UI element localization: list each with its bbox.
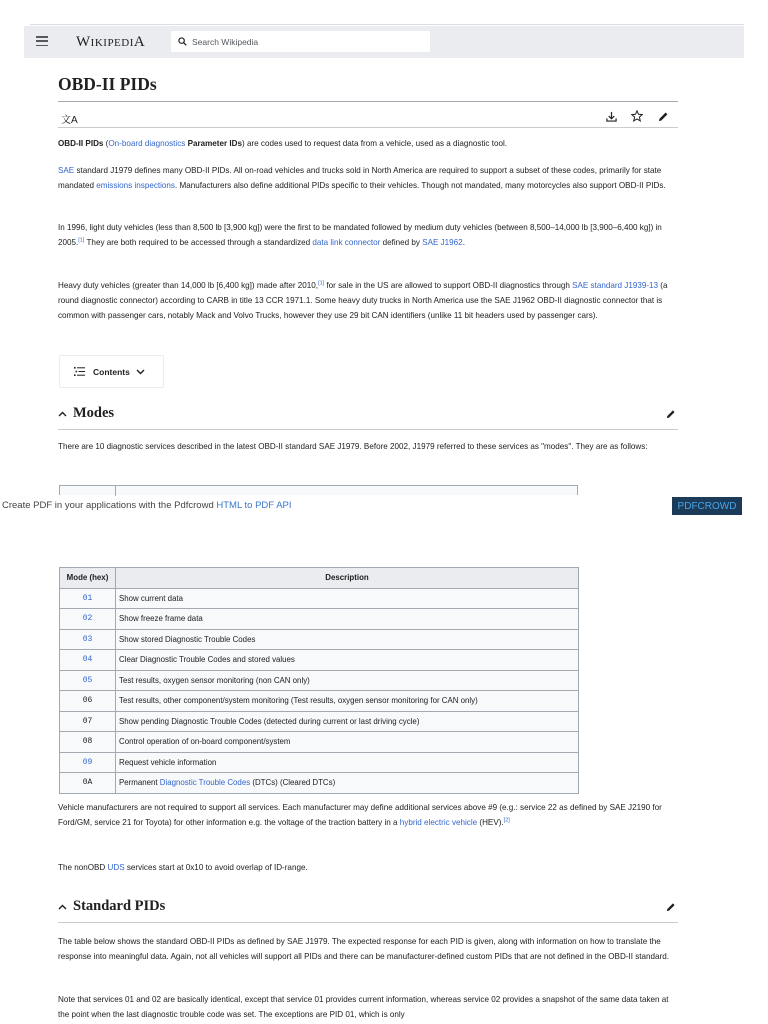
- mode-description: Clear Diagnostic Trouble Codes and stored values: [116, 650, 579, 671]
- link-sae-j1962[interactable]: SAE J1962: [422, 237, 463, 247]
- pdfcrowd-banner: [0, 497, 768, 515]
- mode-description: Request vehicle information: [116, 752, 579, 773]
- language-icon[interactable]: 文A: [61, 115, 78, 126]
- mode-code: 06: [60, 691, 116, 712]
- reference-link[interactable]: [1]: [318, 280, 325, 287]
- menu-icon[interactable]: [36, 36, 48, 46]
- page-toolbar: [604, 109, 670, 123]
- modes-table: [59, 567, 579, 794]
- page-title: OBD-II PIDs: [58, 74, 157, 94]
- mode-description: Show freeze frame data: [116, 609, 579, 630]
- title-divider: [58, 101, 678, 102]
- link-data-link-connector[interactable]: data link connector: [312, 237, 381, 247]
- table-row: [60, 650, 579, 671]
- reference-link[interactable]: [1]: [78, 237, 85, 244]
- mode-description: Control operation of on-board component/system: [116, 732, 579, 753]
- link-sae[interactable]: SAE: [58, 166, 75, 175]
- mode-code: 07: [60, 711, 116, 732]
- table-row: [60, 609, 579, 630]
- table-row: [60, 588, 579, 609]
- table-row: [60, 670, 579, 691]
- list-icon: [74, 367, 85, 376]
- mode-description: Permanent Diagnostic Trouble Codes (DTCs) (Cleared DTCs): [116, 773, 579, 794]
- edit-section-pencil-icon[interactable]: [666, 409, 676, 419]
- chevron-down-icon: [136, 369, 145, 375]
- download-icon[interactable]: [604, 109, 618, 123]
- modes-paragraph-2: Vehicle manufacturers are not required to support all services. Each manufacturer may define additional services above #9 (e.g.: service 22 as defined by SAE J2190 for Ford/GM, service 21 for Toyota) for other information e.g. the voltage of the traction battery in a hybrid electric vehicle (HEV).[2]: [58, 803, 662, 827]
- reference-link[interactable]: [2]: [503, 817, 510, 824]
- link-diagnostic-trouble-codes[interactable]: Diagnostic Trouble Codes: [159, 778, 251, 788]
- collapse-caret-icon[interactable]: [58, 904, 67, 910]
- link-uds[interactable]: UDS: [107, 863, 125, 872]
- search-box[interactable]: [171, 31, 430, 52]
- mode-description: Show current data: [116, 588, 579, 609]
- pdfcrowd-button[interactable]: PDFCROWD: [672, 497, 742, 515]
- table-row: [60, 773, 579, 794]
- intro-paragraph-2: SAE standard J1979 defines many OBD-II PIDs. All on-road vehicles and trucks sold in North America are required to support a subset of these codes, primarily for state mandated emissions inspections. Manufacturers also define additional PIDs specific to their vehicles. Though not mandated, many motorcycles also support OBD-II PIDs.: [58, 166, 666, 190]
- section-header-standard-pids: [58, 896, 678, 922]
- link-emissions-inspections[interactable]: emissions inspections: [96, 180, 175, 190]
- standard-pids-paragraph-2: Note that services 01 and 02 are basically identical, except that service 01 provides current information, whereas service 02 provides a snapshot of the same data taken at the point when the last diagnostic trouble code was set. The exceptions are PID 01, which is only: [58, 995, 669, 1019]
- site-header: [24, 26, 744, 58]
- edit-section-pencil-icon[interactable]: [666, 902, 676, 912]
- mode-code-link[interactable]: 01: [60, 588, 116, 609]
- modes-paragraph-1: There are 10 diagnostic services described in the latest OBD-II standard SAE J1979. Before 2002, J1979 referred to these services as "modes". They are as follows:: [58, 442, 648, 451]
- intro-paragraph-3: In 1996, light duty vehicles (less than 8,500 lb [3,900 kg]) were the first to be mandated followed by medium duty vehicles (between 8,500–14,000 lb [3,900–6,400 kg]) in 2005.[1] They are both required to be accessed through a standardized data link connector defined by SAE J1962.: [58, 223, 662, 247]
- toolbar-divider: [58, 127, 678, 128]
- column-header-description: Description: [116, 568, 579, 589]
- mode-description: Show stored Diagnostic Trouble Codes: [116, 629, 579, 650]
- link-on-board-diagnostics[interactable]: On-board diagnostics: [108, 139, 186, 148]
- table-row: [60, 629, 579, 650]
- mode-code-link[interactable]: 02: [60, 609, 116, 630]
- search-input[interactable]: [192, 37, 412, 47]
- section-divider: [58, 429, 678, 430]
- table-row: [60, 752, 579, 773]
- column-header-mode: Mode (hex): [60, 568, 116, 589]
- link-hybrid-electric-vehicle[interactable]: hybrid electric vehicle: [399, 817, 478, 827]
- mode-code-link[interactable]: 04: [60, 650, 116, 671]
- edit-pencil-icon[interactable]: [656, 109, 670, 123]
- section-divider: [58, 922, 678, 923]
- link-html-to-pdf-api[interactable]: HTML to PDF API: [216, 500, 292, 511]
- mode-code-link[interactable]: 09: [60, 752, 116, 773]
- table-row: [60, 732, 579, 753]
- contents-label: Contents: [93, 366, 130, 377]
- mode-description: Test results, other component/system monitoring (Test results, oxygen sensor monitoring for CAN only): [116, 691, 579, 712]
- table-row: [60, 711, 579, 732]
- star-icon[interactable]: [630, 109, 644, 123]
- mode-code: 0A: [60, 773, 116, 794]
- link-sae-j1939-13[interactable]: SAE standard J1939-13: [572, 281, 659, 290]
- section-title-standard-pids: Standard PIDs: [73, 898, 166, 914]
- table-header-fragment: [59, 485, 578, 495]
- mode-description: Test results, oxygen sensor monitoring (non CAN only): [116, 670, 579, 691]
- mode-code-link[interactable]: 05: [60, 670, 116, 691]
- pdfcrowd-banner-text: Create PDF in your applications with the Pdfcrowd HTML to PDF API: [2, 500, 292, 511]
- modes-paragraph-3: The nonOBD UDS services start at 0x10 to avoid overlap of ID-range.: [58, 863, 308, 872]
- mode-code: 08: [60, 732, 116, 753]
- table-header-row: [60, 568, 579, 589]
- intro-paragraph-4: Heavy duty vehicles (greater than 14,000 lb [6,400 kg]) made after 2010,[1] for sale in the US are allowed to support OBD-II diagnostics through SAE standard J1939-13 (a round diagnostic connector) according to CARB in title 13 CCR 1971.1. Some heavy duty trucks in North America use the SAE J1962 OBD-II diagnostic connector that is common with passenger cars, notably Mack and Volvo Trucks, however they use 29 bit CAN identifiers (unlike 11 bit headers used by passenger cars).: [58, 280, 668, 320]
- collapse-caret-icon[interactable]: [58, 411, 67, 417]
- section-title-modes: Modes: [73, 405, 115, 421]
- search-icon: [178, 37, 187, 46]
- contents-toggle-button[interactable]: [59, 355, 164, 388]
- standard-pids-paragraph-1: The table below shows the standard OBD-II PIDs as defined by SAE J1979. The expected response for each PID is given, along with information on how to translate the response into meaningful data. Again, not all vehicles will support all PIDs and there can be manufacturer-defined custom PIDs that are not defined in the OBD-II standard.: [58, 937, 669, 961]
- page-top-rule: [30, 24, 744, 25]
- mode-description: Show pending Diagnostic Trouble Codes (detected during current or last driving cycle): [116, 711, 579, 732]
- intro-paragraph-1: OBD-II PIDs (On-board diagnostics Parameter IDs) are codes used to request data from a vehicle, used as a diagnostic tool.: [58, 139, 508, 148]
- section-header-modes: [58, 403, 678, 429]
- mode-code-link[interactable]: 03: [60, 629, 116, 650]
- table-row: [60, 691, 579, 712]
- wikipedia-wordmark[interactable]: WIKIPEDIA: [76, 34, 146, 50]
